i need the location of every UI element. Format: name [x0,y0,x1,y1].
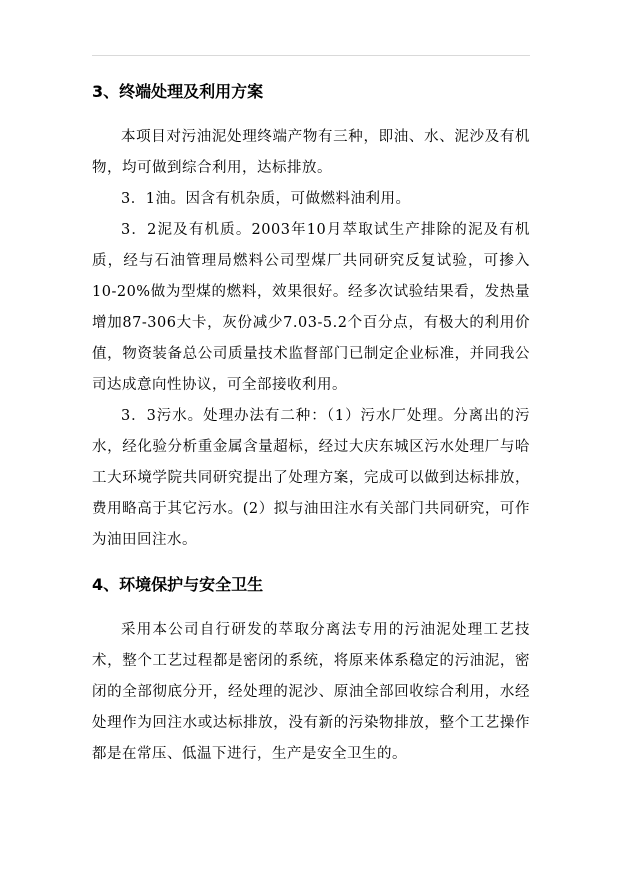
section-3-paragraph-3: 3．2泥及有机质。2003年10月萃取试生产排除的泥及有机质，经与石油管理局燃料公司型煤厂共同研究反复试验，可掺入10-20%做为型煤的燃料，效果很好。经多次试验结果看，发热量增加87-306大卡，灰份减少7.03-5.2个百分点，有极大的利用价值，物资装备总公司质量技术监督部门已制定企业标准，并同我公司达成意向性协议，可全部接收利用。 [92,222,530,393]
section-4-paragraph-1: 采用本公司自行研发的萃取分离法专用的污油泥处理工艺技术，整个工艺过程都是密闭的系统，将原来体系稳定的污油泥，密闭的全部彻底分开，经处理的泥沙、原油全部回收综合利用，水经处理作为回注水或达标排放，没有新的污染物排放，整个工艺操作都是在常压、低温下进行，生产是安全卫生的。 [92,622,530,762]
document-body [92,79,530,770]
section-3-paragraph-2: 3．1油。因含有机杂质，可做燃料油利用。 [121,191,411,207]
section-3-paragraph-4: 3．3污水。处理办法有二种：（1）污水厂处理。分离出的污水，经化验分析重金属含量超标，经过大庆东城区污水处理厂与哈工大环境学院共同研究提出了处理方案，完成可以做到达标排放，费用略高于其它污水。(2）拟与油田注水有关部门共同研究，可作为油田回注水。 [92,408,530,548]
header-rule [92,55,530,56]
section-3-paragraph-1: 本项目对污油泥处理终端产物有三种，即油、水、泥沙及有机物，均可做到综合利用，达标排放。 [92,129,530,176]
section-3-heading: 3、终端处理及利用方案 [92,82,264,101]
section-4-heading: 4、环境保护与安全卫生 [92,575,264,594]
